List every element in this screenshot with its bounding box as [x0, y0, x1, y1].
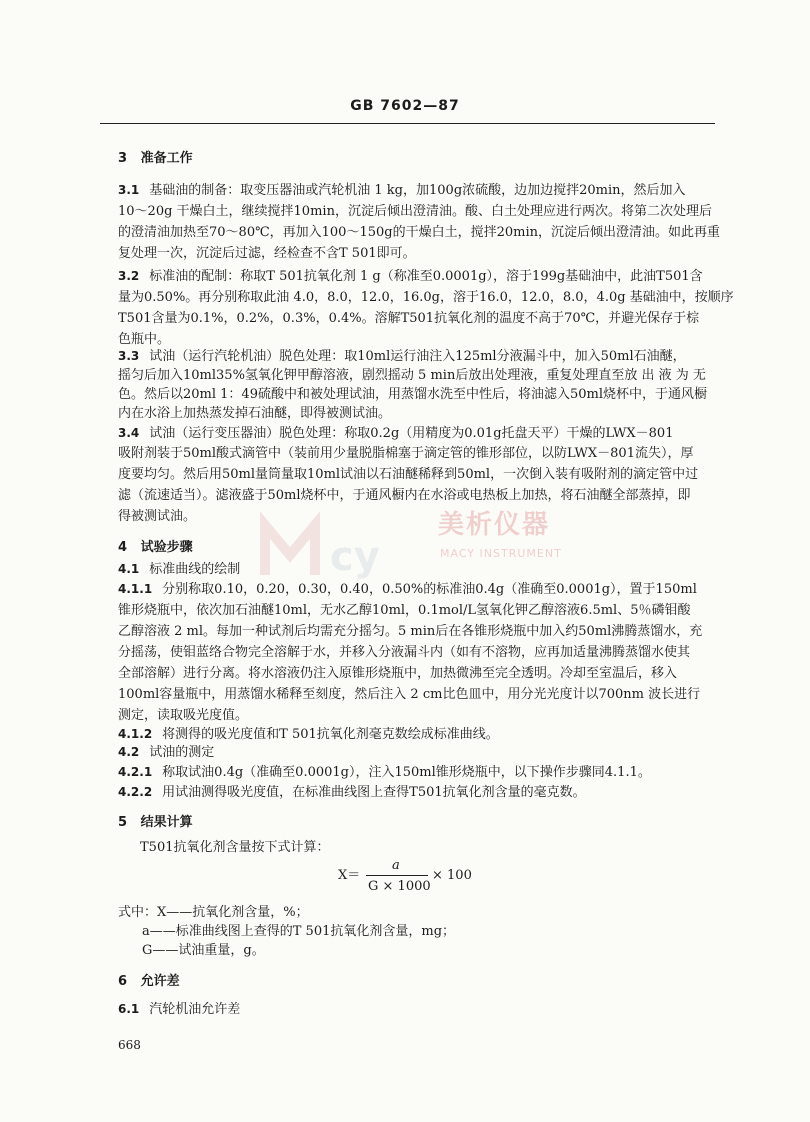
- legend-line-1: 式中：X——抗氧化剂含量，%；: [118, 905, 309, 920]
- legend-line-3: G——试油重量，g。: [142, 943, 265, 958]
- para-3-4-line-1: 3.4 试油（运行变压器油）脱色处理：称取0.2g（用精度为0.01g托盘天平）干燥的LWX－801: [118, 426, 674, 441]
- para-3-1-line-2: 10～20g 干燥白土，继续搅拌10min，沉淀后倾出澄清油。酸、白土处理应进行两次。将第二次处理后: [118, 204, 712, 219]
- para-4-1-1-line-4: 分摇荡，使钼蓝络合物完全溶解于水，并移入分液漏斗内（如有不溶物，应再加适量沸腾蒸馏水使其: [118, 645, 691, 660]
- para-4-1-1-line-6: 100ml容量瓶中，用蒸馏水稀释至刻度，然后注入 2 cm比色皿中，用分光光度计以700nm 波长进行: [118, 687, 701, 702]
- para-3-3-line-3: 色。然后以20ml 1：49硫酸中和被处理试油，用蒸馏水洗至中性后，将油滤入50ml烧杯中，于通风橱: [118, 387, 707, 402]
- section-6-heading: [118, 975, 180, 988]
- standard-header: GB 7602—87: [350, 98, 460, 114]
- para-3-1-line-4: 复处理一次，沉淀后过滤，经检查不含T 501即可。: [118, 246, 416, 261]
- section-5-heading: [118, 816, 193, 829]
- formula-lhs: X＝: [338, 868, 361, 883]
- svg-text:cy: cy: [330, 534, 380, 580]
- header-rule: [100, 123, 715, 124]
- clause-number: 4.1.2: [118, 727, 153, 741]
- section-title: 允许差: [140, 974, 180, 989]
- section-3-heading: [118, 152, 193, 165]
- legend-line-2: a——标准曲线图上查得的T 501抗氧化剂含量，mg；: [142, 924, 456, 939]
- formula-intro: T501抗氧化剂含量按下式计算：: [140, 840, 330, 855]
- clause-number: 3.3: [118, 349, 140, 363]
- formula-numerator: a: [392, 858, 400, 873]
- clause-number: 4.2.2: [118, 785, 153, 799]
- section-number: 3: [118, 151, 128, 166]
- clause-number: 4.2.1: [118, 765, 153, 779]
- section-number: 4: [118, 540, 128, 555]
- clause-4-1: 4.1 标准曲线的绘制: [118, 562, 241, 577]
- para-3-3-line-4: 内在水浴上加热蒸发掉石油醚，即得被测试油。: [118, 406, 392, 421]
- formula-denominator: G × 1000: [368, 879, 431, 894]
- section-number: 5: [118, 815, 128, 830]
- fraction-bar: [366, 875, 428, 876]
- watermark-subtitle: MACY INSTRUMENT: [440, 547, 562, 560]
- para-3-1-line-3: 的澄清油加热至70～80℃，再加入100～150g的干燥白土，搅拌20min，沉淀后倾出澄清油。如此再重: [118, 225, 720, 240]
- para-3-2-line-1: 3.2 标准油的配制：称取T 501抗氧化剂 1 g（称准至0.0001g），溶于199g基础油中，此油T501含: [118, 269, 703, 284]
- para-4-1-1-line-5: 全部溶解）进行分离。将水溶液仍注入原锥形烧瓶中，加热微沸至完全透明。冷却至室温后，移入: [118, 666, 678, 681]
- para-4-1-1-line-3: 乙醇溶液 2 ml。每加一种试剂后均需充分摇匀。5 min后在各锥形烧瓶中加入约50ml沸腾蒸馏水，充: [118, 624, 703, 639]
- clause-4-2-2: 4.2.2 用试油测得吸光度值，在标准曲线图上查得T501抗氧化剂含量的毫克数。: [118, 785, 586, 800]
- section-title: 结果计算: [140, 815, 193, 830]
- clause-number: 6.1: [118, 1002, 140, 1016]
- para-3-4-line-3: 度要均匀。然后用50ml量筒量取10ml试油以石油醚稀释到50ml，一次倒入装有吸附剂的滴定管中过: [118, 467, 699, 482]
- page-number: 668: [118, 1038, 141, 1052]
- clause-number: 3.4: [118, 426, 140, 440]
- clause-4-2: 4.2 试油的测定: [118, 745, 215, 760]
- clause-4-2-1: 4.2.1 称取试油0.4g（准确至0.0001g），注入150ml锥形烧瓶中，以下操作步骤同4.1.1。: [118, 765, 651, 780]
- section-4-heading: [118, 541, 193, 554]
- para-3-4-line-2: 吸附剂装于50ml酸式滴管中（装前用少量脱脂棉塞于滴定管的锥形部位，以防LWX－801流失），厚: [118, 446, 694, 461]
- formula-rhs: × 100: [432, 868, 472, 883]
- para-3-2-line-4: 色瓶中。: [118, 332, 171, 347]
- para-3-2-line-2: 量为0.50%。再分别称取此油 4.0，8.0，12.0，16.0g，溶于16.0，12.0，8.0，4.0g 基础油中，按顺序: [118, 290, 734, 305]
- para-4-1-1-line-7: 测定，读取吸光度值。: [118, 708, 249, 723]
- section-title: 试验步骤: [140, 540, 193, 555]
- para-3-3-line-2: 摇匀后加入10ml35%氢氧化钾甲醇溶液，剧烈摇动 5 min后放出处理液，重复处理直至放 出 液 为 无: [118, 368, 706, 383]
- clause-number: 4.1: [118, 562, 140, 576]
- para-3-4-line-4: 滤（流速适当）。滤液盛于50ml烧杯中，于通风橱内在水浴或电热板上加热，将石油醚全部蒸掉，即: [118, 488, 691, 503]
- para-3-4-line-5: 得被测试油。: [118, 509, 197, 524]
- clause-number: 3.1: [118, 183, 140, 197]
- clause-number: 4.2: [118, 745, 140, 759]
- para-3-2-line-3: T501含量为0.1%，0.2%，0.3%，0.4%。溶解T501抗氧化剂的温度不高于70℃，并避光保存于棕: [118, 311, 700, 326]
- clause-number: 4.1.1: [118, 582, 153, 596]
- clause-number: 3.2: [118, 269, 140, 283]
- section-number: 6: [118, 974, 128, 989]
- clause-4-1-2: 4.1.2 将测得的吸光度值和T 501抗氧化剂毫克数绘成标准曲线。: [118, 727, 499, 742]
- para-4-1-1-line-1: 4.1.1 分别称取0.10，0.20，0.30，0.40，0.50%的标准油0.4g（准确至0.0001g），置于150ml: [118, 582, 697, 597]
- section-title: 准备工作: [140, 151, 193, 166]
- watermark-brand: 美析仪器: [438, 510, 551, 540]
- para-4-1-1-line-2: 锥形烧瓶中，依次加石油醚10ml，无水乙醇10ml，0.1mol/L氢氧化钾乙醇溶液6.5ml、5％磷钼酸: [118, 603, 691, 618]
- clause-6-1: 6.1 汽轮机油允许差: [118, 1002, 241, 1017]
- para-3-1-line-1: 3.1 基础油的制备：取变压器油或汽轮机油 1 kg，加100g浓硫酸，边加边搅拌20min，然后加入: [118, 183, 686, 198]
- macy-logo: [255, 505, 425, 585]
- para-3-3-line-1: 3.3 试油（运行汽轮机油）脱色处理：取10ml运行油注入125ml分液漏斗中，加入50ml石油醚，: [118, 349, 686, 364]
